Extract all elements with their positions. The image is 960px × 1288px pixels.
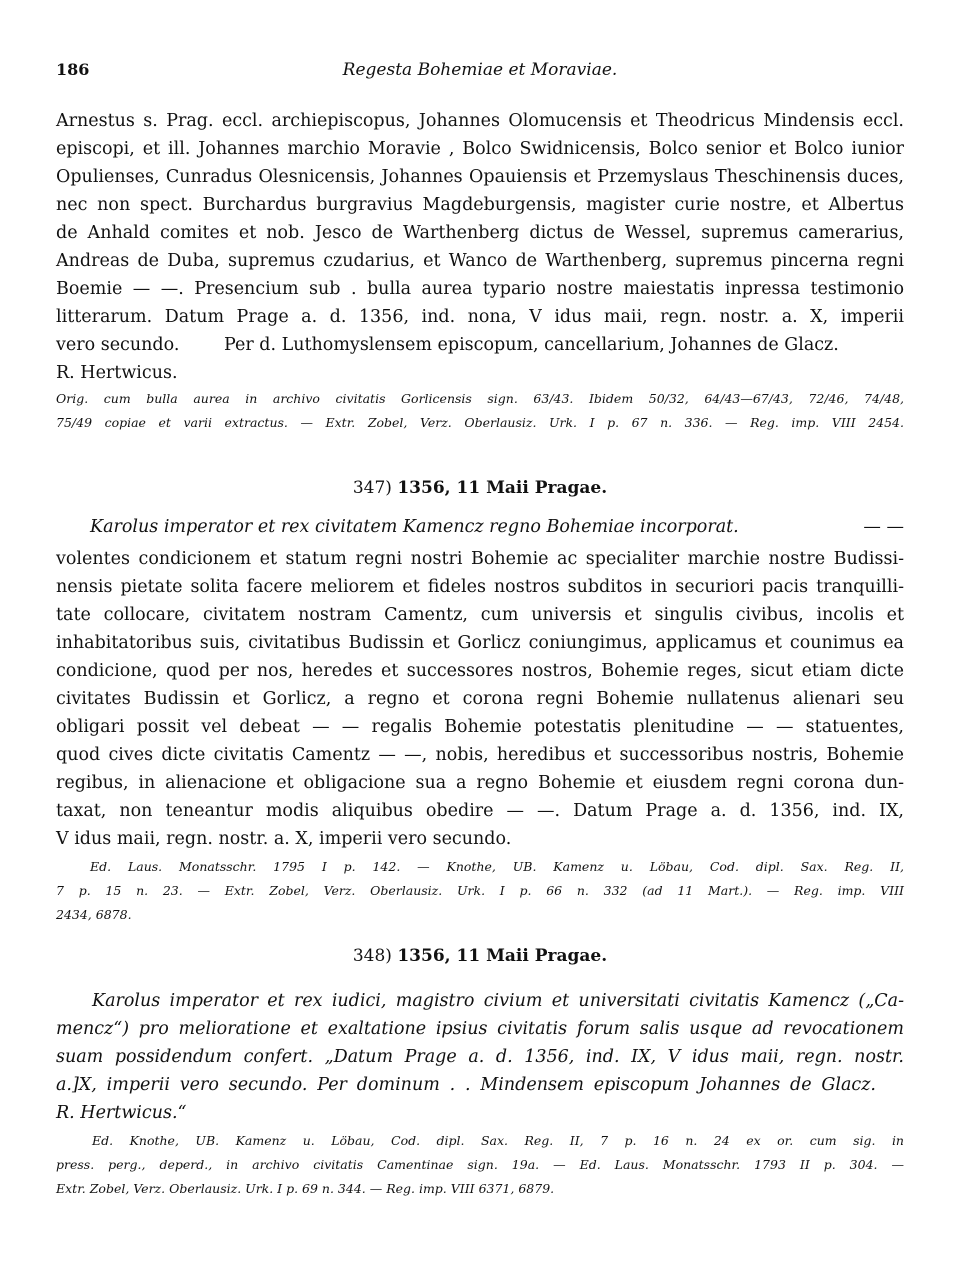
closing-text: vero secundo. <box>56 335 180 355</box>
text-line: Andreas de Duba, supremus czudarius, et Wanco de Warthenberg, supremus pincerna regni <box>56 251 904 271</box>
text-line: condicione, quod per nos, heredes et successores nostros, Bohemie reges, sicut etiam dicte <box>56 661 904 681</box>
entry-heading <box>0 946 960 966</box>
chancery-note: Per d. Luthomyslensem episcopum, cancellarium, Johannes de Glacz. <box>224 335 839 355</box>
entry-date: 1356, 11 Maii Pragae. <box>397 478 608 498</box>
text-line: suam possidendum confert. „Datum Prage a. d. 1356, ind. IX, V idus maii, regn. nostr. <box>56 1047 904 1067</box>
footnote-line: Extr. Zobel, Verz. Oberlausiz. Urk. I p. 69 n. 344. — Reg. imp. VIII 6371, 6879. <box>56 1181 555 1196</box>
text-line: tate collocare, civitatem nostram Camentz, cum universis et singulis civibus, incolis et <box>56 605 904 625</box>
text-line: litterarum. Datum Prage a. d. 1356, ind. nona, V idus maii, regn. nostr. a. X, imperii <box>56 307 904 327</box>
text-line: episcopi, et ill. Johannes marchio Moravie , Bolco Swidnicensis, Bolco senior et Bolco iunior <box>56 139 904 159</box>
text-line: R. Hertwicus.“ <box>56 1103 187 1123</box>
text-line: de Anhald comites et nob. Jesco de Warthenberg dictus de Wessel, supremus camerarius, <box>56 223 904 243</box>
footnote-line: 7 p. 15 n. 23. — Extr. Zobel, Verz. Oberlausiz. Urk. I p. 66 n. 332 (ad 11 Mart.). — Reg. imp. VIII <box>56 883 904 898</box>
entry-number: 347) <box>352 478 392 498</box>
summary-text: Karolus imperator et rex civitatem Kamencz regno Bohemiae incorporat. <box>90 517 739 537</box>
text-line: quod cives dicte civitatis Camentz — —, nobis, heredibus et successoribus nostris, Bohemie <box>56 745 904 765</box>
text-line: obligari possit vel debeat — — regalis Bohemie potestatis plenitudine — — statuentes, <box>56 717 904 737</box>
text-line: mencz“) pro melioratione et exaltatione ipsius civitatis forum salis usque ad revocationem <box>56 1019 904 1039</box>
footnote-line: press. perg., deperd., in archivo civitatis Camentinae sign. 19a. — Ed. Laus. Monatsschr. 1793 II p. 304. — <box>56 1157 904 1172</box>
footnote-line: 75/49 copiae et varii extractus. — Extr. Zobel, Verz. Oberlausiz. Urk. I p. 67 n. 336. — Reg. imp. VIII 2454. <box>56 415 904 430</box>
text-line: Opulienses, Cunradus Olesnicensis, Johannes Opauiensis et Przemyslaus Theschinensis duces, <box>56 167 904 187</box>
footnote-line: 2434, 6878. <box>56 907 132 922</box>
footnote-line: Ed. Laus. Monatsschr. 1795 I p. 142. — Knothe, UB. Kamenz u. Löbau, Cod. dipl. Sax. Reg. II, <box>90 859 904 874</box>
text-line: taxat, non teneantur modis aliquibus obedire — —. Datum Prage a. d. 1356, ind. IX, <box>56 801 904 821</box>
text-line: V idus maii, regn. nostr. a. X, imperii vero secundo. <box>56 829 512 849</box>
footnote-line: Ed. Knothe, UB. Kamenz u. Löbau, Cod. dipl. Sax. Reg. II, 7 p. 16 n. 24 ex or. cum sig. in <box>92 1133 904 1148</box>
scribe-name: R. Hertwicus. <box>56 363 178 383</box>
text-line: regibus, in alienacione et obligacione sua a regno Bohemie et eiusdem regni corona dun- <box>56 773 904 793</box>
entry-heading <box>0 478 960 498</box>
summary-dash: — — <box>863 517 904 537</box>
text-line: volentes condicionem et statum regni nostri Bohemie ac specialiter marchie nostre Budissi- <box>56 549 904 569</box>
running-title: Regesta Bohemiae et Moraviae. <box>342 60 618 80</box>
text-line <box>56 334 904 356</box>
page-header <box>56 58 904 88</box>
text-line: a.]X, imperii vero secundo. Per dominum . . Mindensem episcopum Johannes de Glacz. <box>56 1075 876 1095</box>
entry-summary <box>90 516 904 538</box>
text-line: Karolus imperator et rex iudici, magistro civium et universitati civitatis Kamencz („Ca- <box>92 991 904 1011</box>
text-line: inhabitatoribus suis, civitatibus Budissin et Gorlicz coniungimus, applicamus et counimus ea <box>56 633 904 653</box>
text-line: nec non spect. Burchardus burgravius Magdeburgensis, magister curie nostre, et Albertus <box>56 195 904 215</box>
text-line: nensis pietate solita facere meliorem et fideles nostros subditos in securiori pacis tranquilli- <box>56 577 904 597</box>
text-line: Boemie — —. Presencium sub . bulla aurea typario nostre maiestatis inpressa testimonio <box>56 279 904 299</box>
entry-date: 1356, 11 Maii Pragae. <box>397 946 608 966</box>
page-number: 186 <box>56 60 90 79</box>
entry-number: 348) <box>352 946 392 966</box>
footnote-line: Orig. cum bulla aurea in archivo civitatis Gorlicensis sign. 63/43. Ibidem 50/32, 64/43—67/43, 72/46, 74/48, <box>56 391 904 406</box>
text-line: Arnestus s. Prag. eccl. archiepiscopus, Johannes Olomucensis et Theodricus Mindensis eccl. <box>56 111 904 131</box>
text-line: civitates Budissin et Gorlicz, a regno et corona regni Bohemie nullatenus alienari seu <box>56 689 904 709</box>
